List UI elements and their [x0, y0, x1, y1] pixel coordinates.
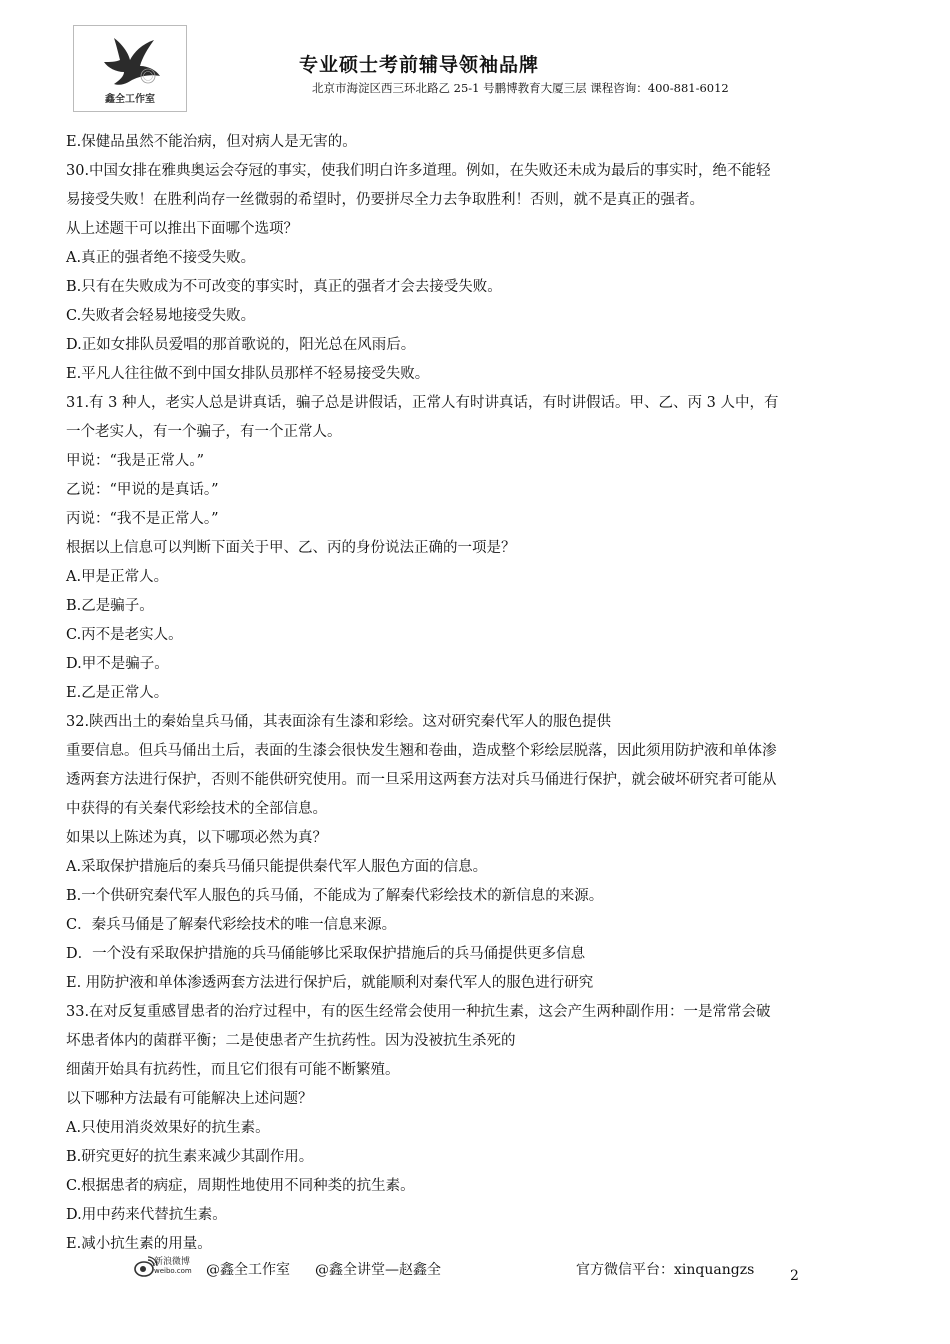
text-line: 易接受失败！在胜利尚存一丝微弱的希望时，仍要拼尽全力去争取胜利！否则，就不是真正的强者。 [66, 192, 704, 208]
option-c: C.根据患者的病症，周期性地使用不同种类的抗生素。 [66, 1178, 415, 1194]
question-prompt: 从上述题干可以推出下面哪个选项？ [66, 221, 298, 237]
text-line: E.保健品虽然不能治病，但对病人是无害的。 [66, 134, 357, 150]
option-d: D.甲不是骗子。 [66, 656, 169, 672]
brand-title: 专业硕士考前辅导领袖品牌 [299, 54, 540, 76]
statement-bing: 丙说：“我不是正常人。” [66, 511, 219, 527]
page-footer [0, 1256, 950, 1286]
question-prompt: 以下哪种方法最有可能解决上述问题？ [66, 1091, 313, 1107]
option-c: C.失败者会轻易地接受失败。 [66, 308, 256, 324]
question-30-stem: 30.中国女排在雅典奥运会夺冠的事实，使我们明白许多道理。例如，在失败还未成为最后的事实时，绝不能轻 [66, 163, 771, 179]
text-line: 中获得的有关秦代彩绘技术的全部信息。 [66, 801, 327, 817]
dove-logo-icon [88, 30, 172, 92]
document-body [66, 128, 884, 1259]
option-e: E.减小抗生素的用量。 [66, 1236, 212, 1252]
option-a: A.真正的强者绝不接受失败。 [66, 250, 256, 266]
text-line: 重要信息。但兵马俑出土后，表面的生漆会很快发生翘和卷曲，造成整个彩绘层脱落，因此须用防护液和单体渗 [66, 743, 777, 759]
weibo-url-text: weibo.com [154, 1267, 192, 1275]
question-prompt: 如果以上陈述为真，以下哪项必然为真？ [66, 830, 327, 846]
option-a: A.只使用消炎效果好的抗生素。 [66, 1120, 270, 1136]
brand-address: 北京市海淀区西三环北路乙 25-1 号鹏博教育大厦三层 课程咨询：400-881-6012 [312, 81, 729, 95]
logo [73, 25, 187, 112]
wechat-platform: 官方微信平台：xinquangzs [576, 1262, 755, 1278]
text-line: 一个老实人，有一个骗子，有一个正常人。 [66, 424, 342, 440]
weibo-cn-text: 新浪微博 [154, 1257, 191, 1267]
option-d: D.用中药来代替抗生素。 [66, 1207, 227, 1223]
logo-text: 鑫全工作室 [105, 94, 155, 105]
weibo-label [154, 1258, 192, 1276]
question-prompt: 根据以上信息可以判断下面关于甲、乙、丙的身份说法正确的一项是？ [66, 540, 516, 556]
question-32-stem: 32.陕西出土的秦始皇兵马俑，其表面涂有生漆和彩绘。这对研究秦代军人的服色提供 [66, 714, 612, 730]
option-e: E.平凡人往往做不到中国女排队员那样不轻易接受失败。 [66, 366, 430, 382]
option-b: B.研究更好的抗生素来减少其副作用。 [66, 1149, 314, 1165]
option-b: B.一个供研究秦代军人服色的兵马俑，不能成为了解秦代彩绘技术的新信息的来源。 [66, 888, 604, 904]
text-line: 细菌开始具有抗药性，而且它们很有可能不断繁殖。 [66, 1062, 400, 1078]
weibo-account-studio: @鑫全工作室 [206, 1262, 290, 1278]
statement-jia: 甲说：“我是正常人。” [66, 453, 205, 469]
page-number: 2 [790, 1268, 799, 1284]
text-line: 透两套方法进行保护，否则不能供研究使用。而一旦采用这两套方法对兵马俑进行保护，就会破坏研究者可能从 [66, 772, 777, 788]
question-33-stem: 33.在对反复重感冒患者的治疗过程中，有的医生经常会使用一种抗生素，这会产生两种副作用：一是常常会破 [66, 1004, 771, 1020]
weibo-account-lecture: @鑫全讲堂—赵鑫全 [315, 1262, 441, 1278]
option-e: E.乙是正常人。 [66, 685, 169, 701]
option-e: E. 用防护液和单体渗透两套方法进行保护后，就能顺利对秦代军人的服色进行研究 [66, 975, 594, 991]
statement-yi: 乙说：“甲说的是真话。” [66, 482, 219, 498]
option-d: D．一个没有采取保护措施的兵马俑能够比采取保护措施后的兵马俑提供更多信息 [66, 946, 586, 962]
option-c: C．秦兵马俑是了解秦代彩绘技术的唯一信息来源。 [66, 917, 397, 933]
question-31-stem: 31.有 3 种人，老实人总是讲真话，骗子总是讲假话，正常人有时讲真话，有时讲假话。甲、乙、丙 3 人中，有 [66, 395, 779, 411]
option-b: B.只有在失败成为不可改变的事实时，真正的强者才会去接受失败。 [66, 279, 502, 295]
option-d: D.正如女排队员爱唱的那首歌说的，阳光总在风雨后。 [66, 337, 416, 353]
option-a: A.采取保护措施后的秦兵马俑只能提供秦代军人服色方面的信息。 [66, 859, 488, 875]
option-a: A.甲是正常人。 [66, 569, 169, 585]
option-c: C.丙不是老实人。 [66, 627, 183, 643]
text-line: 坏患者体内的菌群平衡；二是使患者产生抗药性。因为没被抗生杀死的 [66, 1033, 516, 1049]
option-b: B.乙是骗子。 [66, 598, 154, 614]
